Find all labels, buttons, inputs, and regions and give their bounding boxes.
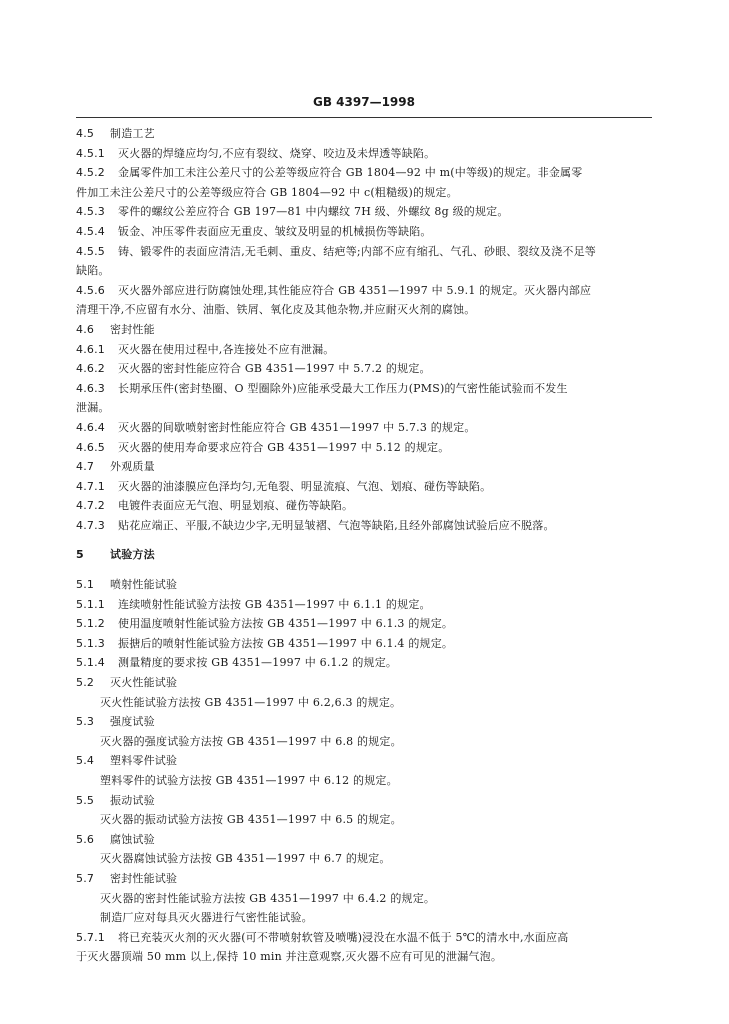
- document-body: [76, 124, 652, 967]
- clause-line: [76, 830, 652, 850]
- clause-number: 4.7.1: [76, 479, 105, 493]
- clause-number: 4.5: [76, 127, 95, 140]
- clause-line: [76, 477, 652, 497]
- indented-paragraph: 灭火器的强度试验方法按 GB 4351—1997 中 6.8 的规定。: [100, 734, 402, 748]
- clause-text: 将已充装灭火剂的灭火器(可不带喷射软管及喷嘴)浸没在水温不低于 5℃的清水中,水面应高: [118, 930, 569, 944]
- clause-line: [76, 418, 652, 438]
- indented-paragraph: 塑料零件的试验方法按 GB 4351—1997 中 6.12 的规定。: [100, 774, 398, 787]
- clause-number: 5.1.2: [76, 617, 105, 631]
- clause-number: 5.7.1: [76, 930, 105, 944]
- clause-text: 金属零件加工未注公差尺寸的公差等级应符合 GB 1804—92 中 m(中等级)的规定。非金属零: [118, 166, 583, 180]
- clause-text: 灭火器的密封性能应符合 GB 4351—1997 中 5.7.2 的规定。: [118, 362, 431, 376]
- indented-paragraph: 灭火性能试验方法按 GB 4351—1997 中 6.2,6.3 的规定。: [100, 695, 402, 709]
- page-header: GB 4397—1998: [313, 95, 415, 109]
- clause-number: 4.5.1: [76, 146, 105, 160]
- clause-number: 4.6.5: [76, 440, 105, 454]
- clause-text: 外观质量: [110, 460, 155, 474]
- clause-line: [76, 614, 652, 634]
- section-gap: [76, 535, 652, 545]
- clause-number: 4.7.3: [76, 518, 105, 532]
- clause-number: 5.6: [76, 832, 95, 846]
- clause-text: 钣金、冲压零件表面应无重皮、皱纹及明显的机械损伤等缺陷。: [118, 224, 432, 238]
- clause-line: [76, 516, 652, 536]
- clause-number: 4.5.5: [76, 244, 105, 258]
- clause-text: 铸、锻零件的表面应清洁,无毛刺、重皮、结疤等;内部不应有缩孔、气孔、砂眼、裂纹及浇不足等: [118, 244, 596, 258]
- clause-text: 腐蚀试验: [110, 832, 155, 846]
- clause-line: [76, 222, 652, 242]
- clause-text: 灭火器在使用过程中,各连接处不应有泄漏。: [118, 342, 335, 356]
- clause-line: [76, 673, 652, 693]
- clause-number: 5.5: [76, 793, 95, 807]
- clause-line: [76, 496, 652, 516]
- clause-line: [76, 202, 652, 222]
- clause-line: [76, 163, 652, 183]
- clause-line: [76, 595, 652, 615]
- clause-text: 密封性能: [110, 322, 155, 336]
- clause-number: 5.4: [76, 754, 95, 768]
- clause-line: [76, 457, 652, 477]
- indented-paragraph: 灭火器的振动试验方法按 GB 4351—1997 中 6.5 的规定。: [100, 813, 402, 827]
- clause-line: [76, 869, 652, 889]
- clause-number: 4.6.4: [76, 420, 105, 434]
- indented-paragraph: 灭火器腐蚀试验方法按 GB 4351—1997 中 6.7 的规定。: [100, 852, 391, 866]
- clause-line: [76, 124, 652, 144]
- section-gap: [76, 565, 652, 575]
- clause-number: 4.7: [76, 460, 95, 474]
- indented-paragraph: 制造厂应对每具灭火器进行气密性能试验。: [100, 911, 313, 925]
- clause-line: [76, 242, 652, 262]
- clause-text: 制造工艺: [110, 127, 155, 140]
- clause-number: 5.1.4: [76, 656, 105, 670]
- clause-number: 5.1: [76, 578, 95, 592]
- clause-number: 4.6.1: [76, 342, 105, 356]
- clause-number: 5.2: [76, 676, 95, 690]
- clause-text: 振动试验: [110, 793, 155, 807]
- clause-text: 喷射性能试验: [110, 578, 178, 592]
- continuation-line: 缺陷。: [76, 264, 110, 278]
- clause-line: [76, 634, 652, 654]
- clause-number: 5: [76, 548, 84, 562]
- clause-text: 试验方法: [110, 548, 155, 562]
- clause-line: [76, 545, 652, 565]
- clause-number: 4.5.6: [76, 283, 105, 297]
- clause-text: 塑料零件试验: [110, 754, 178, 768]
- continuation-line: 泄漏。: [76, 401, 110, 415]
- clause-number: 5.1.3: [76, 636, 105, 650]
- clause-text: 测量精度的要求按 GB 4351—1997 中 6.1.2 的规定。: [118, 656, 398, 670]
- clause-number: 4.6.3: [76, 381, 105, 395]
- clause-text: 零件的螺纹公差应符合 GB 197—81 中内螺纹 7H 级、外螺纹 8g 级的规定。: [118, 205, 509, 219]
- clause-number: 4.5.4: [76, 224, 105, 238]
- clause-line: [76, 438, 652, 458]
- clause-line: [76, 379, 652, 399]
- clause-line: [76, 575, 652, 595]
- clause-line: [76, 791, 652, 811]
- clause-text: 强度试验: [110, 715, 155, 729]
- indented-paragraph: 灭火器的密封性能试验方法按 GB 4351—1997 中 6.4.2 的规定。: [100, 891, 436, 905]
- clause-line: [76, 751, 652, 771]
- clause-line: [76, 653, 652, 673]
- clause-text: 长期承压件(密封垫圈、O 型圈除外)应能承受最大工作压力(PMS)的气密性能试验而不发生: [118, 381, 568, 395]
- clause-line: [76, 359, 652, 379]
- header-rule: [76, 117, 652, 118]
- clause-number: 4.5.2: [76, 166, 105, 180]
- clause-text: 灭火器外部应进行防腐蚀处理,其性能应符合 GB 4351—1997 中 5.9.1 的规定。灭火器内部应: [118, 283, 592, 297]
- clause-text: 连续喷射性能试验方法按 GB 4351—1997 中 6.1.1 的规定。: [118, 597, 431, 611]
- clause-number: 4.6.2: [76, 362, 105, 376]
- clause-number: 5.3: [76, 715, 95, 729]
- clause-text: 灭火器的焊缝应均匀,不应有裂纹、烧穿、咬边及未焊透等缺陷。: [118, 146, 436, 160]
- clause-text: 灭火器的间歇喷射密封性能应符合 GB 4351—1997 中 5.7.3 的规定。: [118, 420, 476, 434]
- clause-number: 4.6: [76, 322, 95, 336]
- continuation-line: 清理干净,不应留有水分、油脂、铁屑、氧化皮及其他杂物,并应耐灭火剂的腐蚀。: [76, 303, 476, 317]
- clause-line: [76, 712, 652, 732]
- clause-line: [76, 320, 652, 340]
- clause-line: [76, 144, 652, 164]
- clause-number: 5.1.1: [76, 597, 105, 611]
- clause-text: 电镀件表面应无气泡、明显划痕、碰伤等缺陷。: [118, 499, 354, 513]
- continuation-line: 于灭火器顶端 50 mm 以上,保持 10 min 并注意观察,灭火器不应有可见的泄漏气泡。: [76, 950, 503, 964]
- clause-line: [76, 281, 652, 301]
- clause-text: 使用温度喷射性能试验方法按 GB 4351—1997 中 6.1.3 的规定。: [118, 617, 454, 631]
- clause-text: 密封性能试验: [110, 871, 178, 885]
- clause-text: 贴花应端正、平服,不缺边少字,无明显皱褶、气泡等缺陷,且经外部腐蚀试验后应不脱落。: [118, 518, 555, 532]
- clause-line: [76, 928, 652, 948]
- continuation-line: 件加工未注公差尺寸的公差等级应符合 GB 1804—92 中 c(粗糙级)的规定。: [76, 185, 458, 199]
- clause-text: 灭火性能试验: [110, 676, 178, 690]
- clause-number: 5.7: [76, 871, 95, 885]
- clause-text: 灭火器的油漆膜应色泽均匀,无龟裂、明显流痕、气泡、划痕、碰伤等缺陷。: [118, 479, 492, 493]
- clause-text: 灭火器的使用寿命要求应符合 GB 4351—1997 中 5.12 的规定。: [118, 440, 450, 454]
- clause-number: 4.7.2: [76, 499, 105, 513]
- clause-text: 振搪后的喷射性能试验方法按 GB 4351—1997 中 6.1.4 的规定。: [118, 636, 454, 650]
- clause-line: [76, 340, 652, 360]
- clause-number: 4.5.3: [76, 205, 105, 219]
